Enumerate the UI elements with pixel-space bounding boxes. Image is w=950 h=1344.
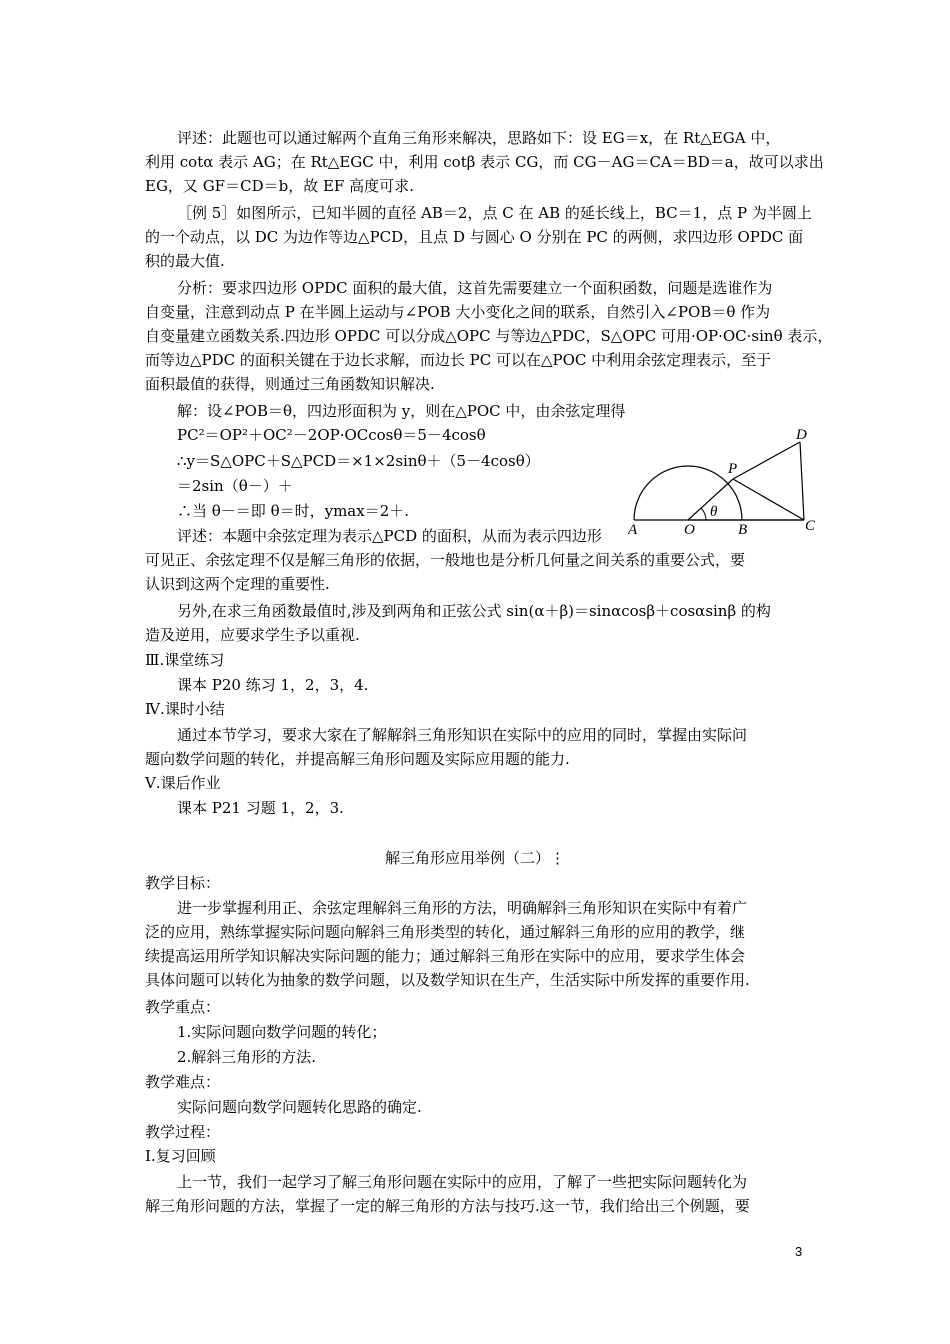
text-line: 课本 P21 习题 1，2，3. [177, 799, 344, 817]
text-line: 而等边△PDC 的面积关键在于边长求解，而边长 PC 可以在△POC 中利用余弦定理表示，至于 [145, 351, 772, 369]
text-line: ［例 5］如图所示，已知半圆的直径 AB＝2，点 C 在 AB 的延长线上，BC＝1，点 P 为半圆上 [177, 204, 812, 222]
label-theta: θ [710, 504, 718, 520]
text-line: 另外,在求三角函数最值时,涉及到两角和正弦公式 sin(α＋β)＝sinαcosβ＋cosαsinβ 的构 [177, 602, 771, 620]
text-line: 造及逆用，应要求学生予以重视. [145, 626, 360, 644]
text-line: 评述：此题也可以通过解两个直角三角形来解决，思路如下：设 EG＝x，在 Rt△EGA 中， [177, 129, 781, 147]
label-a: A [628, 522, 638, 537]
text-line: 利用 cotα 表示 AG；在 Rt△EGC 中，利用 cotβ 表示 CG，而 CG－AG＝CA＝BD＝a，故可以求出 [145, 153, 824, 171]
text-line: 评述：本题中余弦定理为表示△PCD 的面积，从而为表示四边形 [177, 527, 602, 545]
text-line: 通过本节学习，要求大家在了解解斜三角形知识在实际中的应用的同时，掌握由实际问 [177, 726, 748, 744]
text-line: 解：设∠POB＝θ，四边形面积为 y，则在△POC 中，由余弦定理得 [177, 402, 626, 420]
text-line: 2.解斜三角形的方法. [177, 1048, 317, 1066]
lesson-title: 解三角形应用举例（二）⋮ [384, 849, 565, 867]
label-p: P [728, 461, 738, 477]
text-line: 课本 P20 练习 1，2，3，4. [177, 676, 369, 694]
page-number: 3 [795, 1244, 803, 1259]
label-o: O [684, 522, 695, 537]
text-line: 进一步掌握利用正、余弦定理解斜三角形的方法，明确解斜三角形知识在实际中有着广 [177, 899, 748, 917]
text-line: 可见正、余弦定理不仅是解三角形的依据，一般地也是分析几何量之间关系的重要公式，要 [145, 551, 746, 569]
text-line: 泛的应用，熟练掌握实际问题向解斜三角形类型的转化，通过解斜三角形的应用的教学，继 [145, 923, 746, 941]
text-line: 自变量建立函数关系.四边形 OPDC 可以分成△OPC 与等边△PDC，S△OPC 可用·OP·OC·sinθ 表示， [145, 327, 833, 345]
section-heading: Ⅰ.复习回顾 [145, 1147, 216, 1165]
text-line: 分析：要求四边形 OPDC 面积的最大值，这首先需要建立一个面积函数，问题是选谁作为 [177, 279, 773, 297]
text-line: 题向数学问题的转化，并提高解三角形问题及实际应用题的能力. [145, 750, 570, 768]
text-line: 积的最大值. [145, 252, 225, 270]
text-line: 续提高运用所学知识解决实际问题的能力；通过解斜三角形在实际中的应用，要求学生体会 [145, 947, 746, 965]
semicircle-figure [628, 422, 833, 537]
label-d: D [796, 427, 807, 443]
text-line: 具体问题可以转化为抽象的数学问题，以及数学知识在生产，生活实际中所发挥的重要作用. [145, 971, 750, 989]
section-heading: 教学重点： [145, 998, 221, 1016]
section-heading: 教学难点： [145, 1073, 221, 1091]
formula-line: ∴当 θ－＝即 θ＝时，ymax＝2＋. [177, 502, 410, 520]
label-c: C [805, 518, 816, 534]
section-heading: Ⅲ.课堂练习 [145, 651, 225, 669]
text-line: 解三角形问题的方法，掌握了一定的解三角形的方法与技巧.这一节，我们给出三个例题，要 [145, 1197, 750, 1215]
text-line: 自变量，注意到动点 P 在半圆上运动与∠POB 大小变化之间的联系，自然引入∠POB＝θ 作为 [145, 303, 771, 321]
formula-line: ∴y＝S△OPC＋S△PCD＝×1×2sinθ＋（5－4cosθ） [177, 452, 540, 470]
text-line: 的一个动点，以 DC 为边作等边△PCD，且点 D 与圆心 O 分别在 PC 的两侧，求四边形 OPDC 面 [145, 228, 804, 246]
section-heading: Ⅴ.课后作业 [145, 774, 221, 792]
formula-line: PC²＝OP²＋OC²－2OP·OCcosθ＝5－4cosθ [177, 426, 486, 444]
text-line: 面积最值的获得，则通过三角函数知识解决. [145, 375, 435, 393]
text-line: 上一节，我们一起学习了解三角形问题在实际中的应用，了解了一些把实际问题转化为 [177, 1173, 748, 1191]
formula-line: ＝2sin（θ－）＋ [177, 477, 293, 495]
text-line: 实际问题向数学问题转化思路的确定. [177, 1098, 422, 1116]
text-line: EG，又 GF＝CD＝b，故 EF 高度可求. [145, 177, 414, 195]
section-heading: Ⅳ.课时小结 [145, 700, 225, 718]
label-b: B [738, 522, 748, 537]
text-line: 认识到这两个定理的重要性. [145, 575, 330, 593]
text-line: 1.实际问题向数学问题的转化； [177, 1023, 387, 1041]
section-heading: 教学过程： [145, 1123, 221, 1141]
section-heading: 教学目标： [145, 874, 221, 892]
